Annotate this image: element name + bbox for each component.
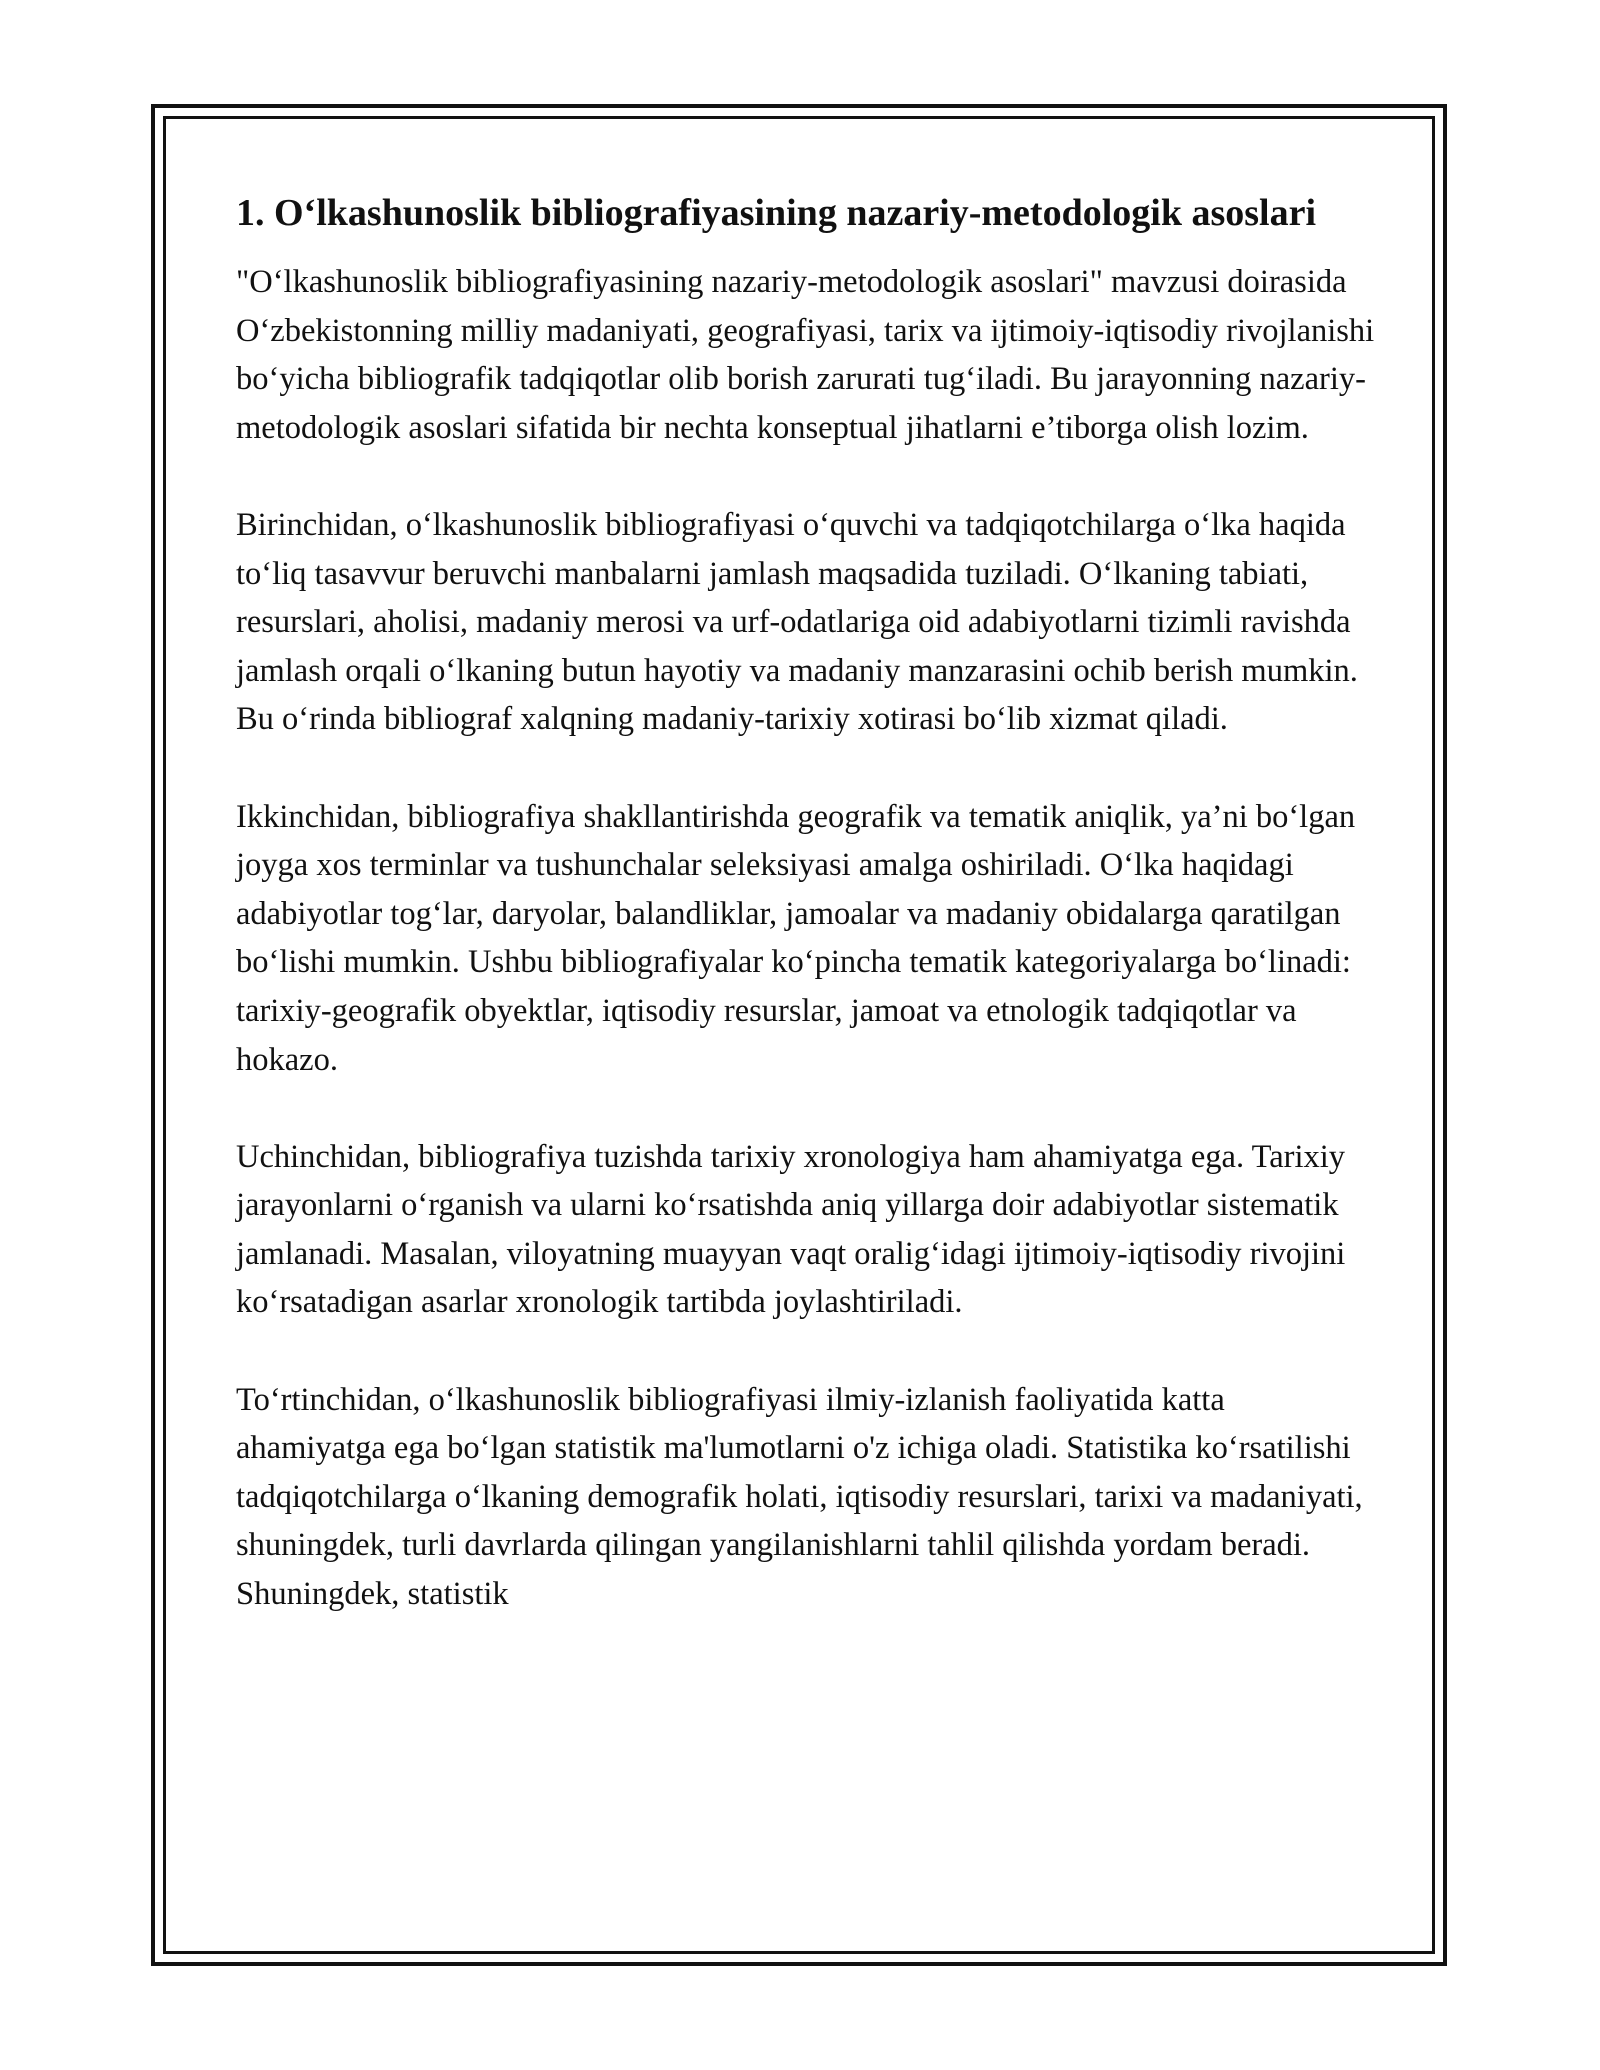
paragraph-intro: "O‘lkashunoslik bibliografiyasining nazariy-metodologik asoslari" mavzusi doirasida O‘zbekistonning milliy madaniyati, geografiyasi, tarix va ijtimoiy-iqtisodiy rivojlanishi bo‘yicha bibliografik tadqiqotlar olib borish zarurati tug‘iladi. Bu jarayonning nazariy-metodologik asoslari sifatida bir nechta konseptual jihatlarni e’tiborga olish lozim. xyxy=(236,264,1375,446)
paragraph-second-point: Ikkinchidan, bibliografiya shakllantirishda geografik va tematik aniqlik, ya’ni bo‘lgan joyga xos terminlar va tushunchalar seleksiyasi amalga oshiriladi. O‘lka haqidagi adabiyotlar tog‘lar, daryolar, balandliklar, jamoalar va madaniy obidalarga qaratilgan bo‘lishi mumkin. Ushbu bibliografiyalar ko‘pincha tematik kategoriyalarga bo‘linadi: tarixiy-geografik obyektlar, iqtisodiy resurslar, jamoat va etnologik tadqiqotlar va hokazo. xyxy=(236,798,1356,1078)
paragraph-fourth-point: To‘rtinchidan, o‘lkashunoslik bibliografiyasi ilmiy-izlanish faoliyatida katta ahamiyatga ega bo‘lgan statistik ma'lumotlarni o'z ichiga oladi. Statistika ko‘rsatilishi tadqiqotchilarga o‘lkaning demografik holati, iqtisodiy resurslari, tarixi va madaniyati, shuningdek, turli davrlarda qilingan yangilanishlarni tahlil qilishda yordam beradi. Shuningdek, statistik xyxy=(236,1381,1363,1613)
paragraph-third-point: Uchinchidan, bibliografiya tuzishda tarixiy xronologiya ham ahamiyatga ega. Tarixiy jarayonlarni o‘rganish va ularni ko‘rsatishda aniq yillarga doir adabiyotlar sistematik jamlanadi. Masalan, viloyatning muayyan vaqt oralig‘idagi ijtimoiy-iqtisodiy rivojini ko‘rsatadigan asarlar xronologik tartibda joylashtiriladi. xyxy=(236,1138,1346,1321)
document-title: 1. O‘lkashunoslik bibliografiyasining nazariy-metodologik asoslari xyxy=(236,192,1317,234)
document-body xyxy=(236,186,1376,1619)
paragraph-first-point: Birinchidan, o‘lkashunoslik bibliografiyasi o‘quvchi va tadqiqotchilarga o‘lka haqida to‘liq tasavvur beruvchi manbalarni jamlash maqsadida tuziladi. O‘lkaning tabiati, resurslari, aholisi, madaniy merosi va urf-odatlariga oid adabiyotlarni tizimli ravishda jamlash orqali o‘lkaning butun hayotiy va madaniy manzarasini ochib berish mumkin. Bu o‘rinda bibliograf xalqning madaniy-tarixiy xotirasi bo‘lib xizmat qiladi. xyxy=(236,506,1358,738)
